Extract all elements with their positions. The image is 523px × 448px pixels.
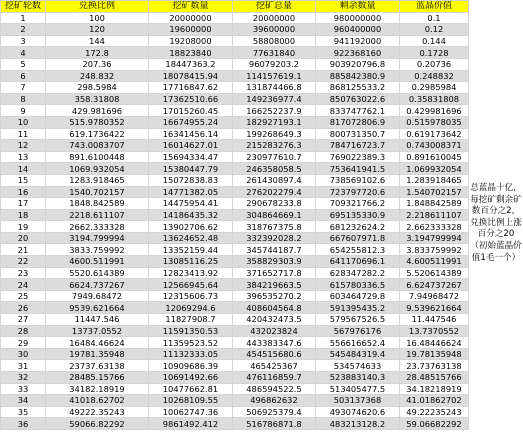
table-cell[interactable]: 868125533.2 <box>316 82 400 94</box>
table-row <box>1 418 469 430</box>
table-cell[interactable]: 432023824 <box>233 325 316 337</box>
table-cell[interactable]: 2662.333328 <box>46 221 149 233</box>
table-cell[interactable]: 922368160 <box>316 47 400 59</box>
table-cell[interactable]: 23737.63138 <box>46 360 149 372</box>
table-cell[interactable]: 59066.82292 <box>46 418 149 430</box>
table-cell[interactable]: 695135330.9 <box>316 209 400 221</box>
table-cell[interactable]: 59.06682292 <box>400 418 469 430</box>
table-cell[interactable]: 7 <box>1 82 46 94</box>
table-body <box>1 12 469 429</box>
table-cell[interactable]: 891.6100448 <box>46 151 149 163</box>
table-row <box>1 279 469 291</box>
table-cell[interactable]: 28.48515766 <box>400 372 469 384</box>
table-row <box>1 395 469 407</box>
column-header[interactable]: 剩余数量 <box>316 1 400 13</box>
table-row <box>1 383 469 395</box>
table-cell[interactable]: 0.20736 <box>400 58 469 70</box>
table-cell[interactable]: 29 <box>1 337 46 349</box>
table-cell[interactable]: 523883140.3 <box>316 372 400 384</box>
table-row <box>1 58 469 70</box>
table-cell[interactable]: 19.78135948 <box>400 348 469 360</box>
table-row <box>1 47 469 59</box>
table-row <box>1 186 469 198</box>
table-cell[interactable]: 1283.918465 <box>46 174 149 186</box>
table-cell[interactable]: 20000000 <box>233 12 316 24</box>
table-cell[interactable]: 33 <box>1 383 46 395</box>
table-cell[interactable]: 534574633 <box>316 360 400 372</box>
table-cell[interactable]: 4600.511991 <box>46 256 149 268</box>
table-cell[interactable]: 641170696.1 <box>316 256 400 268</box>
table-cell[interactable]: 6.624737267 <box>400 279 469 291</box>
table-row <box>1 221 469 233</box>
table-cell[interactable]: 13 <box>1 151 46 163</box>
table-cell[interactable]: 567976176 <box>316 325 400 337</box>
table-cell[interactable]: 1.848842589 <box>400 198 469 210</box>
table-cell[interactable]: 11591350.53 <box>149 325 233 337</box>
table-cell[interactable]: 503137368 <box>316 395 400 407</box>
table-cell[interactable]: 1.540702157 <box>400 186 469 198</box>
table-cell[interactable]: 1848.842589 <box>46 198 149 210</box>
table-cell[interactable]: 11 <box>1 128 46 140</box>
table-cell[interactable]: 1540.702157 <box>46 186 149 198</box>
table-cell[interactable]: 738569102.6 <box>316 174 400 186</box>
table-cell[interactable]: 49222.35243 <box>46 406 149 418</box>
table-cell[interactable]: 23 <box>1 267 46 279</box>
table-cell[interactable]: 19 <box>1 221 46 233</box>
table-cell[interactable]: 248.832 <box>46 70 149 82</box>
table-cell[interactable]: 207.36 <box>46 58 149 70</box>
table-row <box>1 337 469 349</box>
table-cell[interactable]: 304864669.1 <box>233 209 316 221</box>
table-cell[interactable]: 681232624.2 <box>316 221 400 233</box>
table-cell[interactable]: 9.539621664 <box>400 302 469 314</box>
table-cell[interactable]: 885842380.9 <box>316 70 400 82</box>
table-cell[interactable]: 833747762.1 <box>316 105 400 117</box>
table-row <box>1 35 469 47</box>
table-cell[interactable]: 230977610.7 <box>233 151 316 163</box>
table-cell[interactable]: 144 <box>46 35 149 47</box>
table-cell[interactable]: 19208000 <box>149 35 233 47</box>
table-cell[interactable]: 318767375.8 <box>233 221 316 233</box>
table-cell[interactable]: 149236977.4 <box>233 93 316 105</box>
table-cell[interactable]: 709321766.2 <box>316 198 400 210</box>
table-cell[interactable]: 960400000 <box>316 24 400 36</box>
table-cell[interactable]: 556616652.4 <box>316 337 400 349</box>
table-cell[interactable]: 17716847.62 <box>149 82 233 94</box>
table-cell[interactable]: 10268109.55 <box>149 395 233 407</box>
table-cell[interactable]: 23.73763138 <box>400 360 469 372</box>
table-cell[interactable]: 12315606.73 <box>149 290 233 302</box>
table-cell[interactable]: 15694334.47 <box>149 151 233 163</box>
table-cell[interactable]: 980000000 <box>316 12 400 24</box>
table-cell[interactable]: 9 <box>1 105 46 117</box>
table-cell[interactable]: 465425367 <box>233 360 316 372</box>
table-cell[interactable]: 114157619.1 <box>233 70 316 82</box>
table-row <box>1 360 469 372</box>
table-cell[interactable]: 1.069932054 <box>400 163 469 175</box>
table-cell[interactable]: 332392028.2 <box>233 232 316 244</box>
table-cell[interactable]: 16674955.24 <box>149 116 233 128</box>
table-cell[interactable]: 261430897.4 <box>233 174 316 186</box>
table-cell[interactable]: 12566945.64 <box>149 279 233 291</box>
table-row <box>1 70 469 82</box>
table-cell[interactable]: 10 <box>1 116 46 128</box>
table-cell[interactable]: 12069294.6 <box>149 302 233 314</box>
table-cell[interactable]: 345744187.7 <box>233 244 316 256</box>
table-row <box>1 372 469 384</box>
table-cell[interactable]: 800731350.7 <box>316 128 400 140</box>
table-cell[interactable]: 39600000 <box>233 24 316 36</box>
table-cell[interactable]: 182927193.1 <box>233 116 316 128</box>
table-row <box>1 140 469 152</box>
table-cell[interactable]: 19600000 <box>149 24 233 36</box>
table-cell[interactable]: 3.194799994 <box>400 232 469 244</box>
table-cell[interactable]: 903920796.8 <box>316 58 400 70</box>
table-cell[interactable]: 6 <box>1 70 46 82</box>
table-cell[interactable]: 454515680.6 <box>233 348 316 360</box>
table-cell[interactable]: 25 <box>1 290 46 302</box>
table-cell[interactable]: 3.833759992 <box>400 244 469 256</box>
table-cell[interactable]: 753641941.5 <box>316 163 400 175</box>
table-row <box>1 325 469 337</box>
table-cell[interactable]: 11.447546 <box>400 314 469 326</box>
table-cell[interactable]: 784716723.7 <box>316 140 400 152</box>
table-cell[interactable]: 10691492.66 <box>149 372 233 384</box>
table-cell[interactable]: 18078415.94 <box>149 70 233 82</box>
table-cell[interactable]: 32 <box>1 372 46 384</box>
table-cell[interactable]: 36 <box>1 418 46 430</box>
table-cell[interactable]: 14475954.41 <box>149 198 233 210</box>
table-cell[interactable]: 14186435.32 <box>149 209 233 221</box>
table-cell[interactable]: 120 <box>46 24 149 36</box>
table-row <box>1 12 469 24</box>
table-cell[interactable]: 0.248832 <box>400 70 469 82</box>
table-row <box>1 302 469 314</box>
table-cell[interactable]: 1069.932054 <box>46 163 149 175</box>
table-cell[interactable]: 2.662333328 <box>400 221 469 233</box>
table-row <box>1 93 469 105</box>
table-cell[interactable]: 96079203.2 <box>233 58 316 70</box>
table-cell[interactable]: 619.1736422 <box>46 128 149 140</box>
table-row <box>1 232 469 244</box>
table-cell[interactable]: 3833.759992 <box>46 244 149 256</box>
table-cell[interactable]: 172.8 <box>46 47 149 59</box>
table-cell[interactable]: 5520.614389 <box>46 267 149 279</box>
table-cell[interactable]: 215283276.3 <box>233 140 316 152</box>
table-cell[interactable]: 16484.46624 <box>46 337 149 349</box>
table-cell[interactable]: 35 <box>1 406 46 418</box>
table-cell[interactable]: 591395435.2 <box>316 302 400 314</box>
table-cell[interactable]: 420432473.5 <box>233 314 316 326</box>
table-cell[interactable]: 603464729.8 <box>316 290 400 302</box>
table-cell[interactable]: 10909686.39 <box>149 360 233 372</box>
table-cell[interactable]: 516786871.8 <box>233 418 316 430</box>
table-cell[interactable]: 0.1728 <box>400 47 469 59</box>
column-header[interactable]: 蓝晶价值 <box>400 1 469 13</box>
table-cell[interactable]: 429.981696 <box>46 105 149 117</box>
table-cell[interactable]: 2218.611107 <box>46 209 149 221</box>
table-cell[interactable]: 7.94968472 <box>400 290 469 302</box>
table-cell[interactable]: 817072806.9 <box>316 116 400 128</box>
table-cell[interactable]: 17 <box>1 198 46 210</box>
table-cell[interactable]: 0.1 <box>400 12 469 24</box>
table-cell[interactable]: 20000000 <box>149 12 233 24</box>
table-cell[interactable]: 11359523.52 <box>149 337 233 349</box>
table-cell[interactable]: 0.429981696 <box>400 105 469 117</box>
table-row <box>1 151 469 163</box>
table-row <box>1 290 469 302</box>
note-text: 总蓝晶十亿，每挖矿剩余矿数百分之2，兑换比例上涨百分之20（初始蓝晶价值1毛一个） <box>470 183 522 263</box>
table-cell[interactable]: 28485.15766 <box>46 372 149 384</box>
table-row <box>1 24 469 36</box>
table-row <box>1 105 469 117</box>
table-cell[interactable]: 8 <box>1 93 46 105</box>
table-cell[interactable]: 371652717.8 <box>233 267 316 279</box>
table-cell[interactable]: 476116859.7 <box>233 372 316 384</box>
table-cell[interactable]: 13085116.25 <box>149 256 233 268</box>
table-cell[interactable]: 290678233.8 <box>233 198 316 210</box>
table-cell[interactable]: 11132333.05 <box>149 348 233 360</box>
table-cell[interactable]: 199268649.3 <box>233 128 316 140</box>
table-cell[interactable]: 16.48446624 <box>400 337 469 349</box>
table-cell[interactable]: 483213128.2 <box>316 418 400 430</box>
table-cell[interactable]: 15 <box>1 174 46 186</box>
table-cell[interactable]: 4 <box>1 47 46 59</box>
table-cell[interactable]: 18823840 <box>149 47 233 59</box>
table-cell[interactable]: 26 <box>1 302 46 314</box>
table-cell[interactable]: 579567526.5 <box>316 314 400 326</box>
table-cell[interactable]: 15380447.79 <box>149 163 233 175</box>
table-row <box>1 174 469 186</box>
table-row <box>1 198 469 210</box>
table-cell[interactable]: 2 <box>1 24 46 36</box>
table-cell[interactable]: 12 <box>1 140 46 152</box>
table-cell[interactable]: 723797720.6 <box>316 186 400 198</box>
column-header[interactable]: 兑换比例 <box>46 1 149 13</box>
table-cell[interactable]: 0.144 <box>400 35 469 47</box>
table-cell[interactable]: 28 <box>1 325 46 337</box>
table-cell[interactable]: 654255812.3 <box>316 244 400 256</box>
table-cell[interactable]: 545484319.4 <box>316 348 400 360</box>
table-cell[interactable]: 941192000 <box>316 35 400 47</box>
table-cell[interactable]: 9539.621664 <box>46 302 149 314</box>
table-cell[interactable]: 100 <box>46 12 149 24</box>
table-cell[interactable]: 77631840 <box>233 47 316 59</box>
table-cell[interactable]: 34 <box>1 395 46 407</box>
table-cell[interactable]: 358829303.9 <box>233 256 316 268</box>
table-cell[interactable]: 41018.62702 <box>46 395 149 407</box>
table-cell[interactable]: 30 <box>1 348 46 360</box>
table-cell[interactable]: 41.01862702 <box>400 395 469 407</box>
header-row <box>1 1 469 13</box>
column-header[interactable]: 挖矿总量 <box>233 1 316 13</box>
column-header[interactable]: 挖矿轮数 <box>1 1 46 13</box>
table-row <box>1 244 469 256</box>
table-cell[interactable]: 4.600511991 <box>400 256 469 268</box>
table-cell[interactable]: 24 <box>1 279 46 291</box>
table-cell[interactable]: 496862632 <box>233 395 316 407</box>
table-cell[interactable]: 0.619173642 <box>400 128 469 140</box>
table-cell[interactable]: 0.515978035 <box>400 116 469 128</box>
table-cell[interactable]: 14771382.05 <box>149 186 233 198</box>
table-cell[interactable]: 13352159.44 <box>149 244 233 256</box>
table-row <box>1 256 469 268</box>
table-cell[interactable]: 34.18218919 <box>400 383 469 395</box>
table-row <box>1 163 469 175</box>
table-cell[interactable]: 1.283918465 <box>400 174 469 186</box>
table-row <box>1 314 469 326</box>
table-cell[interactable]: 0.35831808 <box>400 93 469 105</box>
table-cell[interactable]: 615780336.5 <box>316 279 400 291</box>
table-cell[interactable]: 16014627.01 <box>149 140 233 152</box>
table-cell[interactable]: 16 <box>1 186 46 198</box>
table-cell[interactable]: 166252237.9 <box>233 105 316 117</box>
table-cell[interactable]: 443383347.6 <box>233 337 316 349</box>
table-cell[interactable]: 17015260.45 <box>149 105 233 117</box>
table-cell[interactable]: 667607971.8 <box>316 232 400 244</box>
table-cell[interactable]: 5 <box>1 58 46 70</box>
table-row <box>1 128 469 140</box>
table-cell[interactable]: 769022389.3 <box>316 151 400 163</box>
table-cell[interactable]: 628347282.2 <box>316 267 400 279</box>
table-cell[interactable]: 396535270.2 <box>233 290 316 302</box>
table-cell[interactable]: 10477662.81 <box>149 383 233 395</box>
table-cell[interactable]: 384219663.5 <box>233 279 316 291</box>
table-cell[interactable]: 5.520614389 <box>400 267 469 279</box>
table-cell[interactable]: 131874466.8 <box>233 82 316 94</box>
table-cell[interactable]: 0.891610045 <box>400 151 469 163</box>
table-cell[interactable]: 1 <box>1 12 46 24</box>
table-cell[interactable]: 31 <box>1 360 46 372</box>
table-cell[interactable]: 850763022.6 <box>316 93 400 105</box>
column-header[interactable]: 挖矿数量 <box>149 1 233 13</box>
table-cell[interactable]: 16341456.14 <box>149 128 233 140</box>
table-cell[interactable]: 34182.18919 <box>46 383 149 395</box>
table-cell[interactable]: 9861492.412 <box>149 418 233 430</box>
table-cell[interactable]: 20 <box>1 232 46 244</box>
table-cell[interactable]: 21 <box>1 244 46 256</box>
table-cell[interactable]: 506925379.4 <box>233 406 316 418</box>
table-cell[interactable]: 486594522.5 <box>233 383 316 395</box>
table-cell[interactable]: 2.218611107 <box>400 209 469 221</box>
table-row <box>1 82 469 94</box>
table-cell[interactable]: 49.22235243 <box>400 406 469 418</box>
table-cell[interactable]: 13902706.62 <box>149 221 233 233</box>
table-cell[interactable]: 10062747.36 <box>149 406 233 418</box>
table-cell[interactable]: 13737.0552 <box>46 325 149 337</box>
table-cell[interactable]: 298.5984 <box>46 82 149 94</box>
table-cell[interactable]: 0.2985984 <box>400 82 469 94</box>
table-cell[interactable]: 358.31808 <box>46 93 149 105</box>
table-cell[interactable]: 13.7370552 <box>400 325 469 337</box>
table-cell[interactable]: 3194.799994 <box>46 232 149 244</box>
table-cell[interactable]: 7949.68472 <box>46 290 149 302</box>
table-cell[interactable]: 513405477.5 <box>316 383 400 395</box>
table-cell[interactable]: 246358058.5 <box>233 163 316 175</box>
table-cell[interactable]: 743.0083707 <box>46 140 149 152</box>
table-cell[interactable]: 17362510.66 <box>149 93 233 105</box>
table-cell[interactable]: 22 <box>1 256 46 268</box>
table-cell[interactable]: 6624.737267 <box>46 279 149 291</box>
table-cell[interactable]: 0.743008371 <box>400 140 469 152</box>
table-cell[interactable]: 18447363.2 <box>149 58 233 70</box>
table-cell[interactable]: 13624652.48 <box>149 232 233 244</box>
table-cell[interactable]: 408604564.8 <box>233 302 316 314</box>
table-cell[interactable]: 14 <box>1 163 46 175</box>
table-cell[interactable]: 15072838.83 <box>149 174 233 186</box>
table-cell[interactable]: 493074620.6 <box>316 406 400 418</box>
table-row <box>1 116 469 128</box>
table-row <box>1 267 469 279</box>
table-cell[interactable]: 58808000 <box>233 35 316 47</box>
table-row <box>1 406 469 418</box>
table-row <box>1 209 469 221</box>
table-cell[interactable]: 19781.35948 <box>46 348 149 360</box>
table-cell[interactable]: 515.9780352 <box>46 116 149 128</box>
table-cell[interactable]: 11827908.7 <box>149 314 233 326</box>
table-cell[interactable]: 27 <box>1 314 46 326</box>
table-cell[interactable]: 18 <box>1 209 46 221</box>
table-cell[interactable]: 12823413.92 <box>149 267 233 279</box>
table-cell[interactable]: 276202279.4 <box>233 186 316 198</box>
table-cell[interactable]: 3 <box>1 35 46 47</box>
table-cell[interactable]: 0.12 <box>400 24 469 36</box>
table-row <box>1 348 469 360</box>
table-cell[interactable]: 11447.546 <box>46 314 149 326</box>
